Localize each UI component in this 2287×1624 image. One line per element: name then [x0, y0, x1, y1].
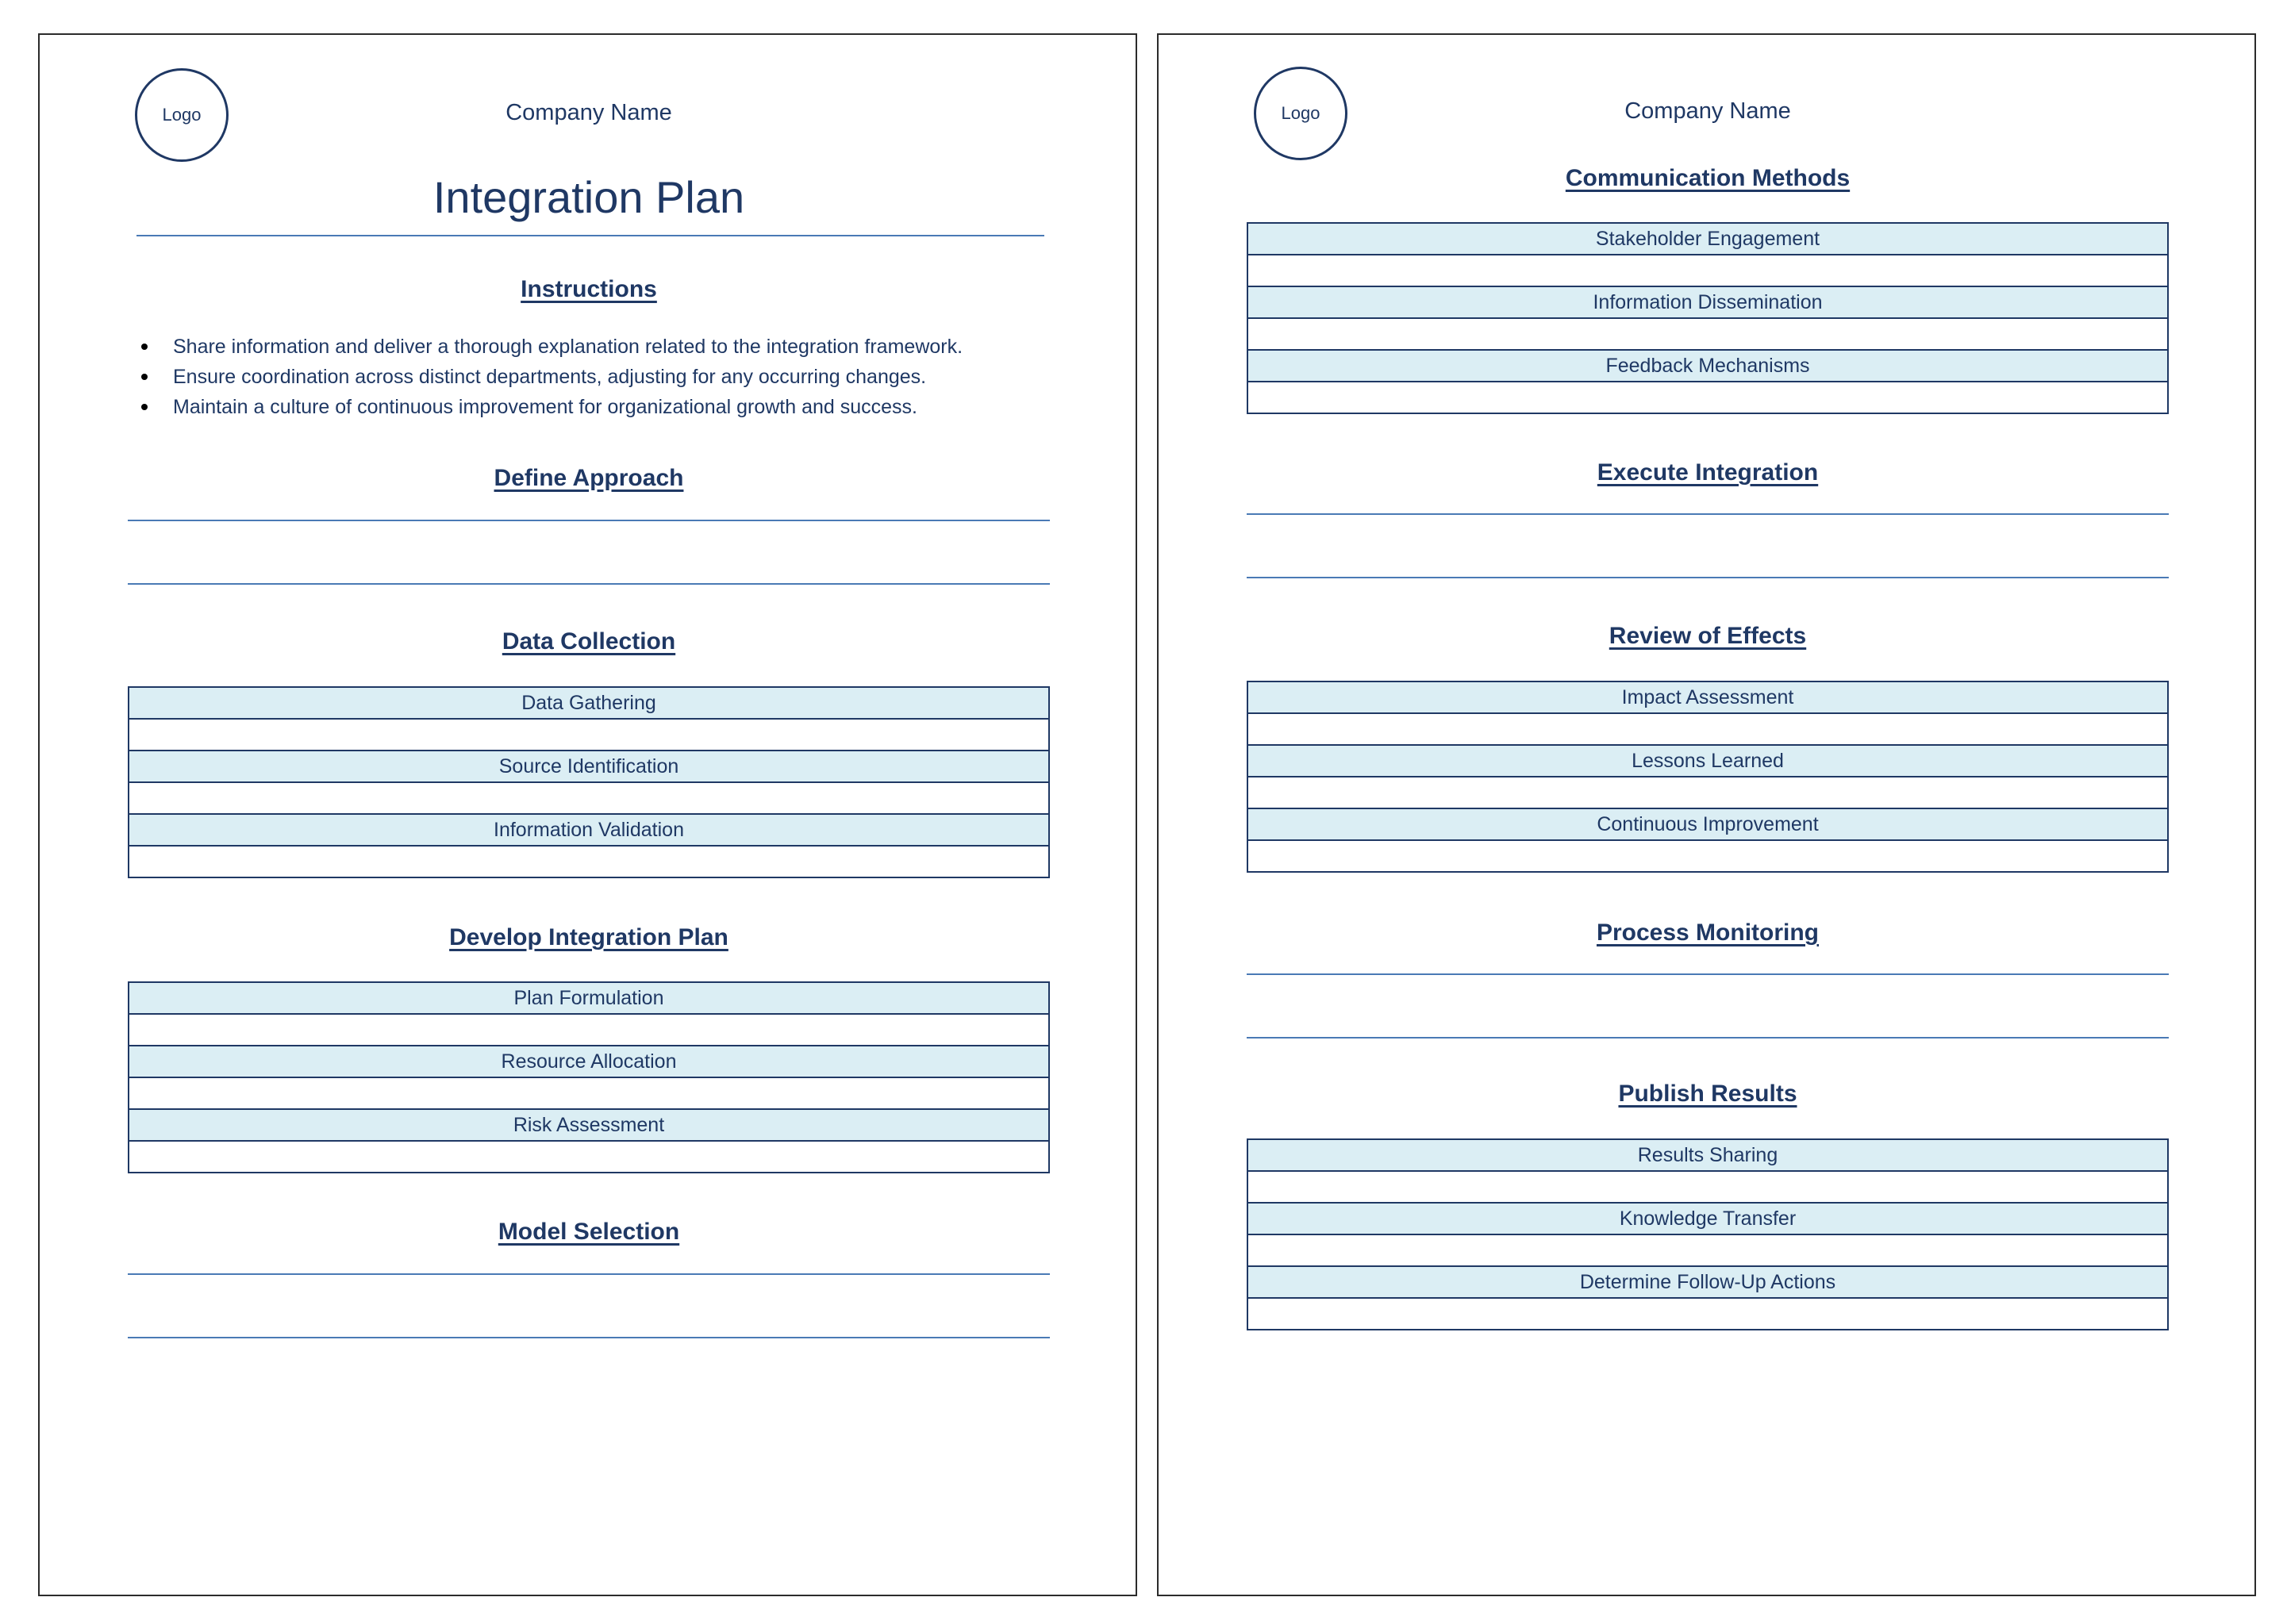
data-collection-table	[128, 686, 1050, 878]
instructions-heading: Instructions	[521, 276, 657, 302]
communication-methods-table	[1247, 222, 2169, 414]
model-selection-write-area[interactable]	[128, 1273, 1050, 1338]
develop-integration-plan-table	[128, 981, 1050, 1173]
define-approach-heading: Define Approach	[494, 465, 684, 491]
table-row-entry[interactable]	[1248, 777, 2167, 809]
company-name: Company Name	[505, 100, 672, 125]
logo-placeholder	[135, 68, 229, 162]
table-row-entry[interactable]	[129, 1078, 1048, 1110]
table-row-entry[interactable]	[1248, 1172, 2167, 1204]
table-row-label: Determine Follow-Up Actions	[1248, 1267, 2167, 1299]
table-row-label: Source Identification	[129, 751, 1048, 783]
page-left	[38, 33, 1137, 1596]
page-right	[1157, 33, 2256, 1596]
review-of-effects-table	[1247, 681, 2169, 873]
table-row-entry[interactable]	[1248, 714, 2167, 746]
table-row-label: Plan Formulation	[129, 983, 1048, 1015]
table-row-label: Stakeholder Engagement	[1248, 224, 2167, 255]
table-row-label: Feedback Mechanisms	[1248, 351, 2167, 382]
process-monitoring-write-area[interactable]	[1247, 973, 2169, 1039]
table-row-label: Risk Assessment	[129, 1110, 1048, 1142]
table-row-label: Information Dissemination	[1248, 287, 2167, 319]
document-title: Integration Plan	[432, 172, 745, 222]
execute-integration-heading: Execute Integration	[1597, 459, 1819, 486]
table-row-entry[interactable]	[1248, 1235, 2167, 1267]
table-row-entry[interactable]	[129, 847, 1048, 877]
process-monitoring-heading: Process Monitoring	[1596, 919, 1820, 946]
table-row-entry[interactable]	[129, 1015, 1048, 1046]
company-name: Company Name	[1624, 98, 1791, 124]
model-selection-heading: Model Selection	[498, 1219, 680, 1245]
table-row-entry[interactable]	[1248, 382, 2167, 413]
table-row-label: Information Validation	[129, 815, 1048, 847]
communication-methods-heading: Communication Methods	[1565, 165, 1851, 191]
table-row-entry[interactable]	[1248, 1299, 2167, 1329]
table-row-label: Resource Allocation	[129, 1046, 1048, 1078]
review-of-effects-heading: Review of Effects	[1609, 623, 1807, 649]
instruction-item: Share information and deliver a thorough explanation related to the integration framework.	[173, 332, 963, 362]
table-row-entry[interactable]	[1248, 319, 2167, 351]
table-row-entry[interactable]	[129, 720, 1048, 751]
title-divider	[136, 235, 1044, 236]
table-row-label: Knowledge Transfer	[1248, 1204, 2167, 1235]
logo-text: Logo	[162, 105, 202, 125]
develop-integration-plan-heading: Develop Integration Plan	[449, 924, 728, 950]
table-row-entry[interactable]	[1248, 841, 2167, 871]
instruction-item: Maintain a culture of continuous improvement for organizational growth and success.	[173, 392, 963, 422]
table-row-entry[interactable]	[129, 1142, 1048, 1172]
publish-results-table	[1247, 1138, 2169, 1330]
table-row-entry[interactable]	[1248, 255, 2167, 287]
define-approach-write-area[interactable]	[128, 520, 1050, 585]
table-row-entry[interactable]	[129, 783, 1048, 815]
publish-results-heading: Publish Results	[1618, 1081, 1797, 1107]
table-row-label: Continuous Improvement	[1248, 809, 2167, 841]
table-row-label: Impact Assessment	[1248, 682, 2167, 714]
instruction-item: Ensure coordination across distinct departments, adjusting for any occurring changes.	[173, 362, 963, 392]
table-row-label: Lessons Learned	[1248, 746, 2167, 777]
table-row-label: Results Sharing	[1248, 1140, 2167, 1172]
execute-integration-write-area[interactable]	[1247, 513, 2169, 578]
logo-text: Logo	[1281, 103, 1320, 123]
instructions-list	[138, 332, 963, 422]
table-row-label: Data Gathering	[129, 688, 1048, 720]
data-collection-heading: Data Collection	[502, 628, 676, 655]
logo-placeholder	[1254, 67, 1347, 160]
